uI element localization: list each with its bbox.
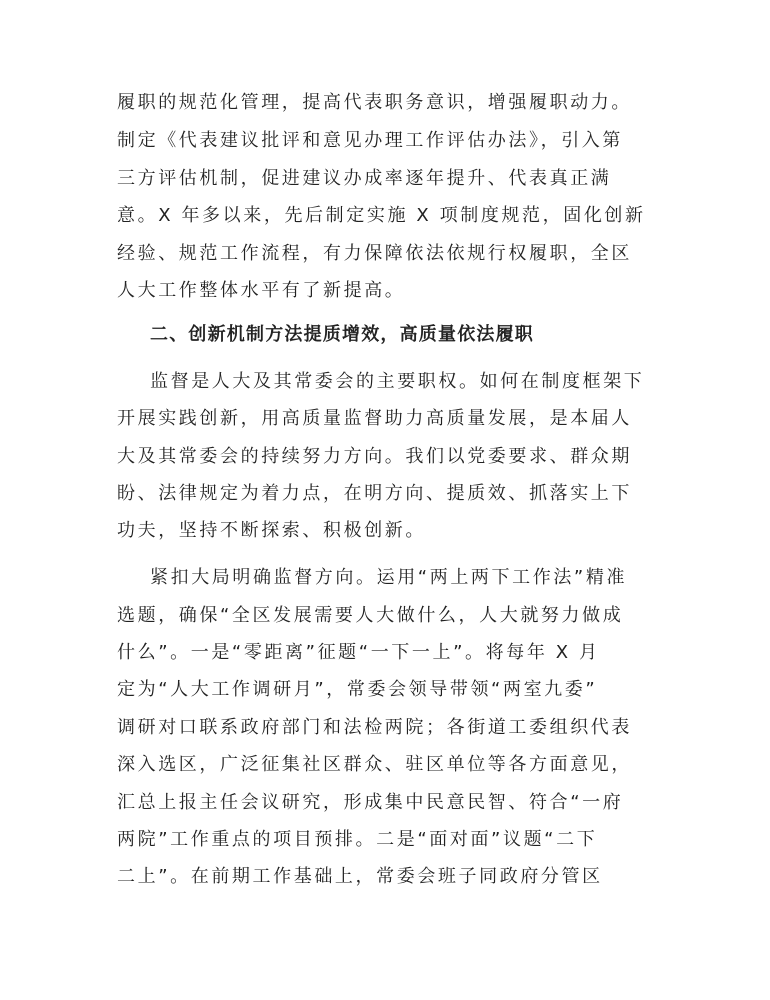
paragraph-3-line-3: 什么”。一是“零距离”征题“一下一上”。将每年 X 月 — [117, 642, 600, 663]
paragraph-1-line-5: 经验、规范工作流程，有力保障依法依规行权履职，全区 — [117, 243, 632, 264]
paragraph-1-line-4: 意。X 年多以来，先后制定实施 X 项制度规范，固化创新 — [117, 205, 646, 226]
paragraph-3-line-9: 二上”。在前期工作基础上，常委会班子同政府分管区 — [117, 866, 603, 887]
paragraph-3-line-1: 紧扣大局明确监督方向。运用“两上两下工作法”精准 — [150, 567, 628, 588]
paragraph-3-line-5: 调研对口联系政府部门和法检两院；各街道工委组织代表 — [117, 717, 632, 738]
paragraph-3-line-2: 选题，确保“全区发展需要人大做什么，人大就努力做成 — [117, 605, 624, 626]
paragraph-3-line-4: 定为“人大工作调研月”，常委会领导带领“两室九委” — [117, 679, 598, 700]
paragraph-3-line-6: 深入选区，广泛征集社区群众、驻区单位等各方面意见， — [117, 754, 632, 775]
section-heading: 二、创新机制方法提质增效，高质量依法履职 — [150, 324, 534, 345]
paragraph-2-line-5: 功夫，坚持不断探索、积极创新。 — [117, 520, 426, 541]
paragraph-2-line-3: 大及其常委会的持续努力方向。我们以党委要求、群众期 — [117, 446, 632, 467]
paragraph-3-line-7: 汇总上报主任会议研究，形成集中民意民智、符合“一府 — [117, 792, 624, 813]
paragraph-2-line-1: 监督是人大及其常委会的主要职权。如何在制度框架下 — [150, 371, 645, 392]
paragraph-3-line-8: 两院”工作重点的项目预排。二是“面对面”议题“二下 — [117, 829, 598, 850]
paragraph-1-line-3: 三方评估机制，促进建议办成率逐年提升、代表真正满 — [117, 168, 612, 189]
paragraph-2-line-2: 开展实践创新，用高质量监督助力高质量发展，是本届人 — [117, 408, 632, 429]
paragraph-1-line-1: 履职的规范化管理，提高代表职务意识，增强履职动力。 — [117, 92, 632, 113]
paragraph-2-line-4: 盼、法律规定为着力点，在明方向、提质效、抓落实上下 — [117, 483, 632, 504]
paragraph-1-line-6: 人大工作整体水平有了新提高。 — [117, 280, 406, 301]
paragraph-1-line-2: 制定《代表建议批评和意见办理工作评估办法》，引入第 — [117, 130, 623, 151]
